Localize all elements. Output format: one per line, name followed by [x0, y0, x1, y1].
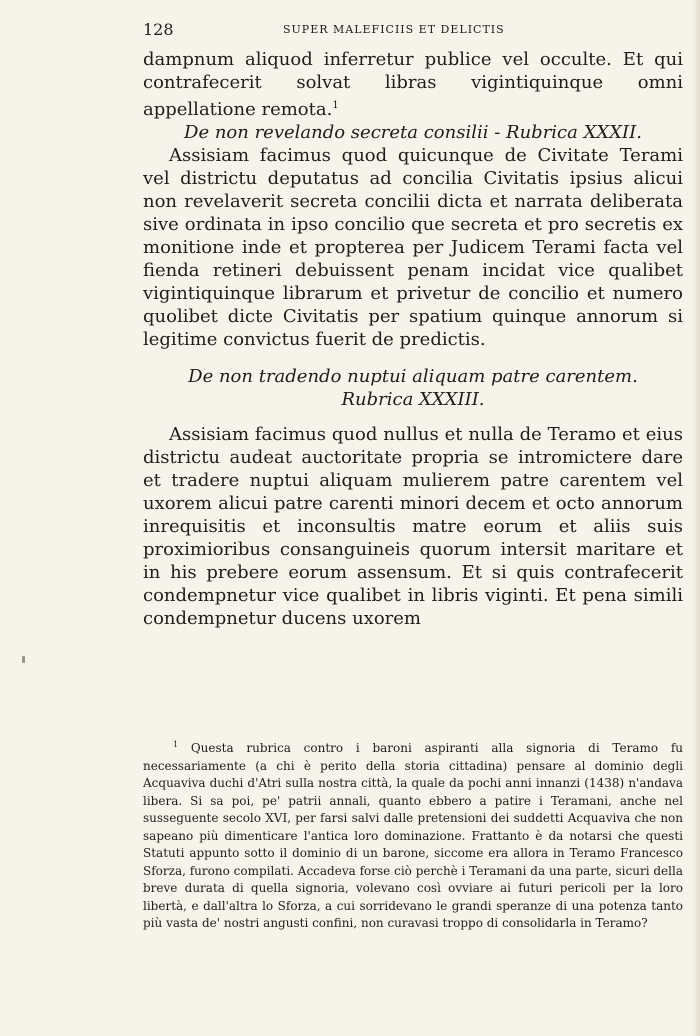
rubric-heading-33 [143, 365, 683, 411]
paragraph-33: Assisiam facimus quod nullus et nulla de Teramo et eius districtu audeat auctoritate propria se intromictere dare et tradere nuptui aliquam mulierem patre carentem vel uxorem alicui patre carenti minori decem et octo annorum inrequisitis et inconsultis matre eorum et aliis suis proximioribus consanguineis quorum intersit maritare et in his prebere eorum assensum. Et si quis contrafecerit condempnetur vice qualibet in libris viginti. Et pena simili condempnetur ducens uxorem [143, 424, 683, 629]
footnote-paragraph [143, 736, 683, 933]
page-header [143, 20, 683, 40]
continuation-text: dampnum aliquod inferretur publice vel occulte. Et qui contrafecerit solvat libras vigintiquinque omni appellatione remota. [143, 49, 683, 120]
rubric-33-title: De non tradendo nuptui aliquam patre carentem. [188, 366, 638, 387]
footnote-text: Questa rubrica contro i baroni aspiranti alla signoria di Teramo fu necessariamente (a chi è perito della storia cittadina) pensare al dominio degli Acquaviva duchi d'Atri sulla nostra città, la quale da pochi anni innanzi (1438) n'andava libera. Si sa poi, pe' patrii annali, quanto ebbero a patire i Teramani, anche nel susseguente secolo XVI, per farsi salvi dalle pretensioni dei suddetti Acquaviva che non sapeano più dimenticare l'antica loro dominazione. Frattanto è da notarsi che questi Statuti appunto sotto il dominio di un barone, siccome era allora in Teramo Francesco Sforza, furono compilati. Accadeva forse ciò perchè i Teramani da una parte, sicuri della breve durata di quella signoria, volevano così ovviare ai futuri pericoli per la loro libertà, e dall'altra lo Sforza, a cui sorridevano le grandi speranze di una potenza tanto più vasta de' nostri angusti confini, non curavasi troppo di consolidarla in Teramo? [143, 741, 683, 930]
main-text [143, 48, 683, 630]
footnote-marker: 1 [332, 100, 339, 111]
page-number: 128 [143, 20, 174, 39]
rubric-33-number: Rubrica XXXIII. [341, 389, 485, 410]
paragraph-32: Assisiam facimus quod quicunque de Civitate Terami vel districtu deputatus ad concilia Civitatis ipsius alicui non revelaverit secreta concilii dicta et narrata deliberata sive ordinata in ipso concilio que secreta et pro secretis ex monitione inde et propterea per Judicem Terami facta vel fienda retineri debuissent penam incidat vice qualibet vigintiquinque librarum et privetur de concilio et numero quolibet dicte Civitatis per spatium quinque annorum si legitime convictus fuerit de predictis. [143, 145, 683, 350]
page-edge-shadow [692, 0, 700, 1036]
continuation-paragraph [143, 48, 683, 121]
footnote-number: 1 [173, 740, 179, 749]
rubric-heading-32: De non revelando secreta consilii - Rubrica XXXII. [184, 122, 642, 143]
running-title: SUPER MALEFICIIS ET DELICTIS [283, 23, 505, 36]
footnote [143, 736, 683, 933]
margin-mark [22, 656, 25, 663]
